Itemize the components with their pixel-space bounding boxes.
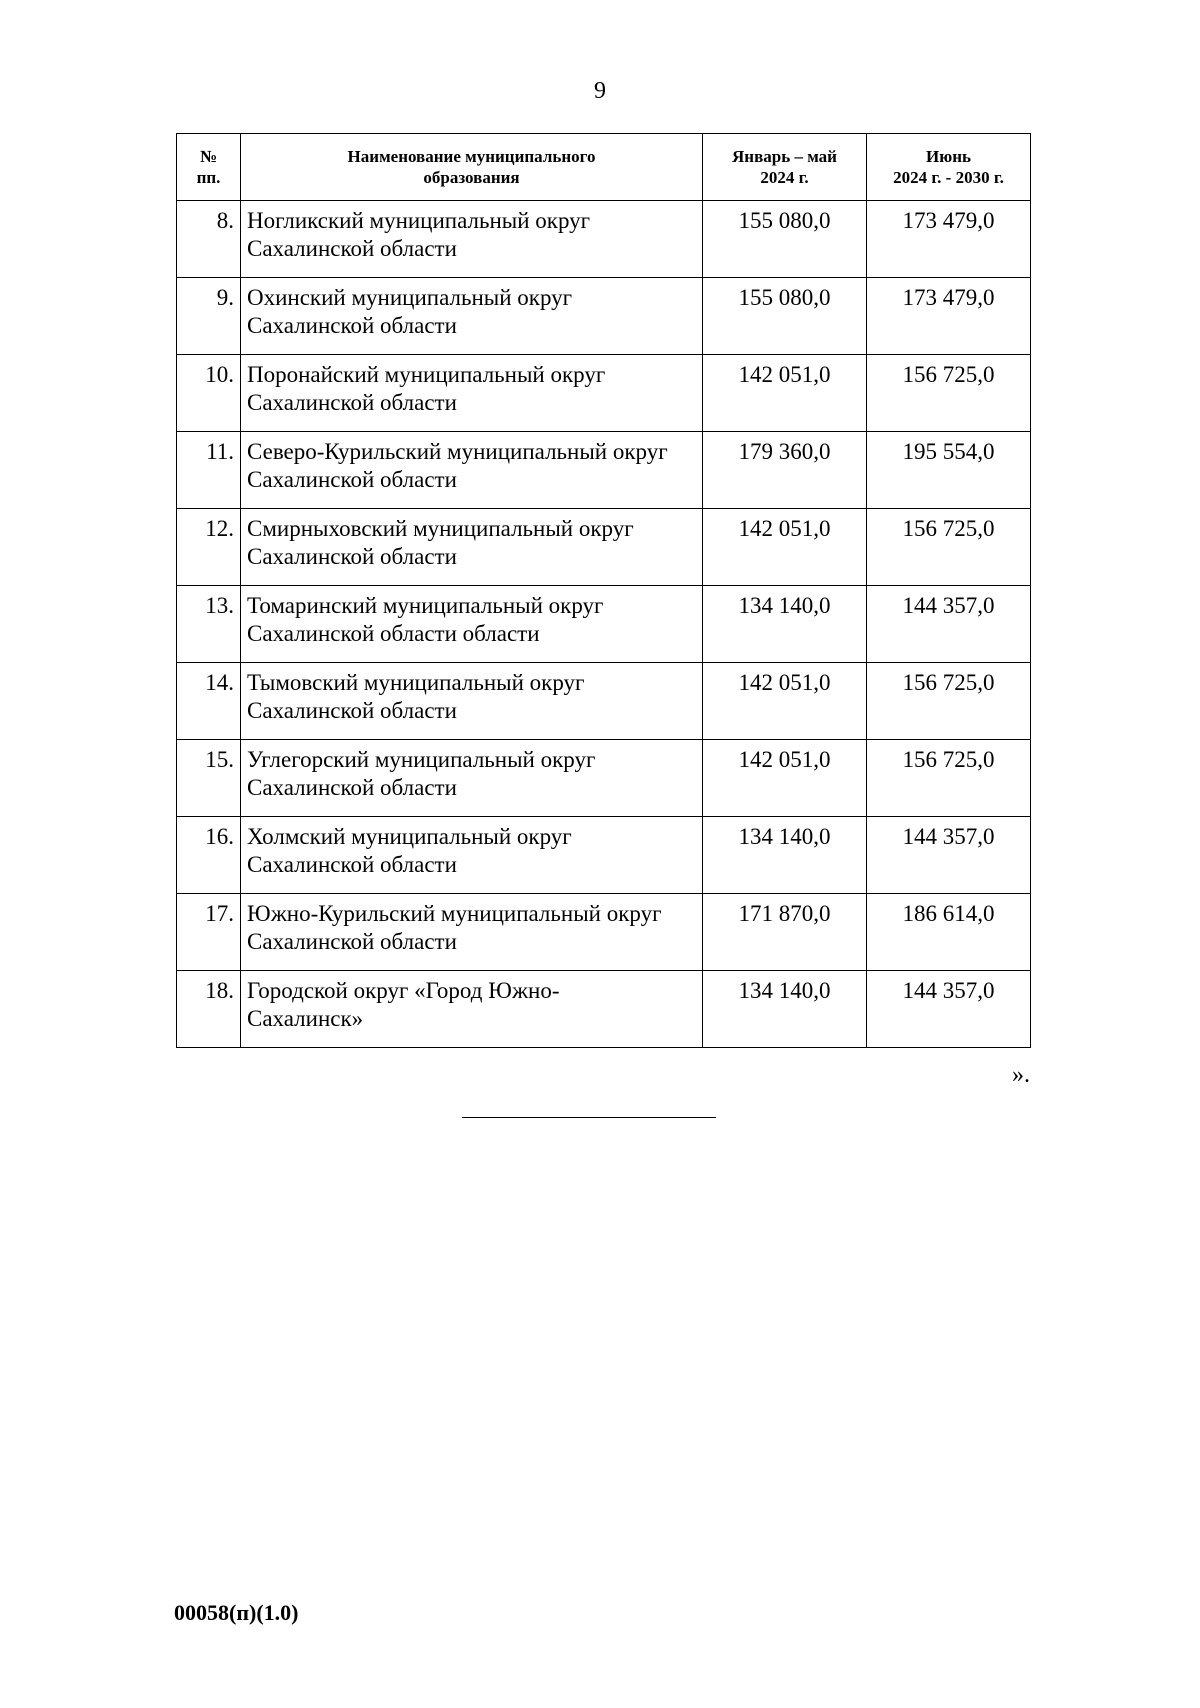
table-row — [177, 278, 1031, 355]
municipal-funding-table — [176, 133, 1031, 1048]
municipality-name: Поронайский муниципальный округ Сахалинской области — [241, 355, 703, 432]
value-jun-2024-2030: 186 614,0 — [867, 894, 1031, 971]
value-jun-2024-2030: 173 479,0 — [867, 278, 1031, 355]
value-jun-2024-2030: 173 479,0 — [867, 201, 1031, 278]
table-row — [177, 355, 1031, 432]
value-jan-may-2024: 155 080,0 — [703, 201, 867, 278]
document-code: 00058(п)(1.0) — [174, 1600, 299, 1625]
value-jan-may-2024: 142 051,0 — [703, 509, 867, 586]
row-number: 10. — [177, 355, 241, 432]
municipality-name: Южно-Курильский муниципальный округ Сахалинской области — [241, 894, 703, 971]
table-row — [177, 817, 1031, 894]
row-number: 11. — [177, 432, 241, 509]
value-jan-may-2024: 171 870,0 — [703, 894, 867, 971]
value-jun-2024-2030: 144 357,0 — [867, 817, 1031, 894]
page-number: 9 — [594, 78, 606, 104]
municipality-name: Тымовский муниципальный округ Сахалинской области — [241, 663, 703, 740]
row-number: 16. — [177, 817, 241, 894]
value-jan-may-2024: 142 051,0 — [703, 663, 867, 740]
value-jan-may-2024: 142 051,0 — [703, 740, 867, 817]
municipality-name: Томаринский муниципальный округ Сахалинской области области — [241, 586, 703, 663]
table-row — [177, 586, 1031, 663]
value-jan-may-2024: 142 051,0 — [703, 355, 867, 432]
header-period-jun-2024-2030: Июнь 2024 г. - 2030 г. — [867, 134, 1031, 201]
header-name: Наименование муниципального образования — [241, 134, 703, 201]
value-jun-2024-2030: 156 725,0 — [867, 663, 1031, 740]
municipality-name: Северо-Курильский муниципальный округ Сахалинской области — [241, 432, 703, 509]
value-jan-may-2024: 134 140,0 — [703, 971, 867, 1048]
value-jun-2024-2030: 144 357,0 — [867, 971, 1031, 1048]
row-number: 18. — [177, 971, 241, 1048]
municipality-name: Углегорский муниципальный округ Сахалинской области — [241, 740, 703, 817]
table-row — [177, 201, 1031, 278]
row-number: 13. — [177, 586, 241, 663]
row-number: 8. — [177, 201, 241, 278]
value-jun-2024-2030: 156 725,0 — [867, 509, 1031, 586]
header-num: № пп. — [177, 134, 241, 201]
municipality-name: Холмский муниципальный округ Сахалинской области — [241, 817, 703, 894]
value-jun-2024-2030: 156 725,0 — [867, 740, 1031, 817]
row-number: 15. — [177, 740, 241, 817]
end-rule — [462, 1117, 716, 1118]
header-period-jan-may-2024: Январь – май 2024 г. — [703, 134, 867, 201]
table-row — [177, 432, 1031, 509]
table-row — [177, 971, 1031, 1048]
row-number: 14. — [177, 663, 241, 740]
value-jun-2024-2030: 195 554,0 — [867, 432, 1031, 509]
table-header-row — [177, 134, 1031, 201]
value-jun-2024-2030: 156 725,0 — [867, 355, 1031, 432]
municipality-name: Охинский муниципальный округ Сахалинской области — [241, 278, 703, 355]
value-jan-may-2024: 155 080,0 — [703, 278, 867, 355]
table-row — [177, 509, 1031, 586]
row-number: 12. — [177, 509, 241, 586]
value-jan-may-2024: 179 360,0 — [703, 432, 867, 509]
municipality-name: Смирныховский муниципальный округ Сахалинской области — [241, 509, 703, 586]
value-jan-may-2024: 134 140,0 — [703, 817, 867, 894]
closing-quote: ». — [1012, 1062, 1030, 1088]
municipality-name: Городской округ «Город Южно- Сахалинск» — [241, 971, 703, 1048]
row-number: 17. — [177, 894, 241, 971]
municipality-name: Ногликский муниципальный округ Сахалинской области — [241, 201, 703, 278]
row-number: 9. — [177, 278, 241, 355]
value-jun-2024-2030: 144 357,0 — [867, 586, 1031, 663]
table-row — [177, 663, 1031, 740]
value-jan-may-2024: 134 140,0 — [703, 586, 867, 663]
table-row — [177, 894, 1031, 971]
table-row — [177, 740, 1031, 817]
